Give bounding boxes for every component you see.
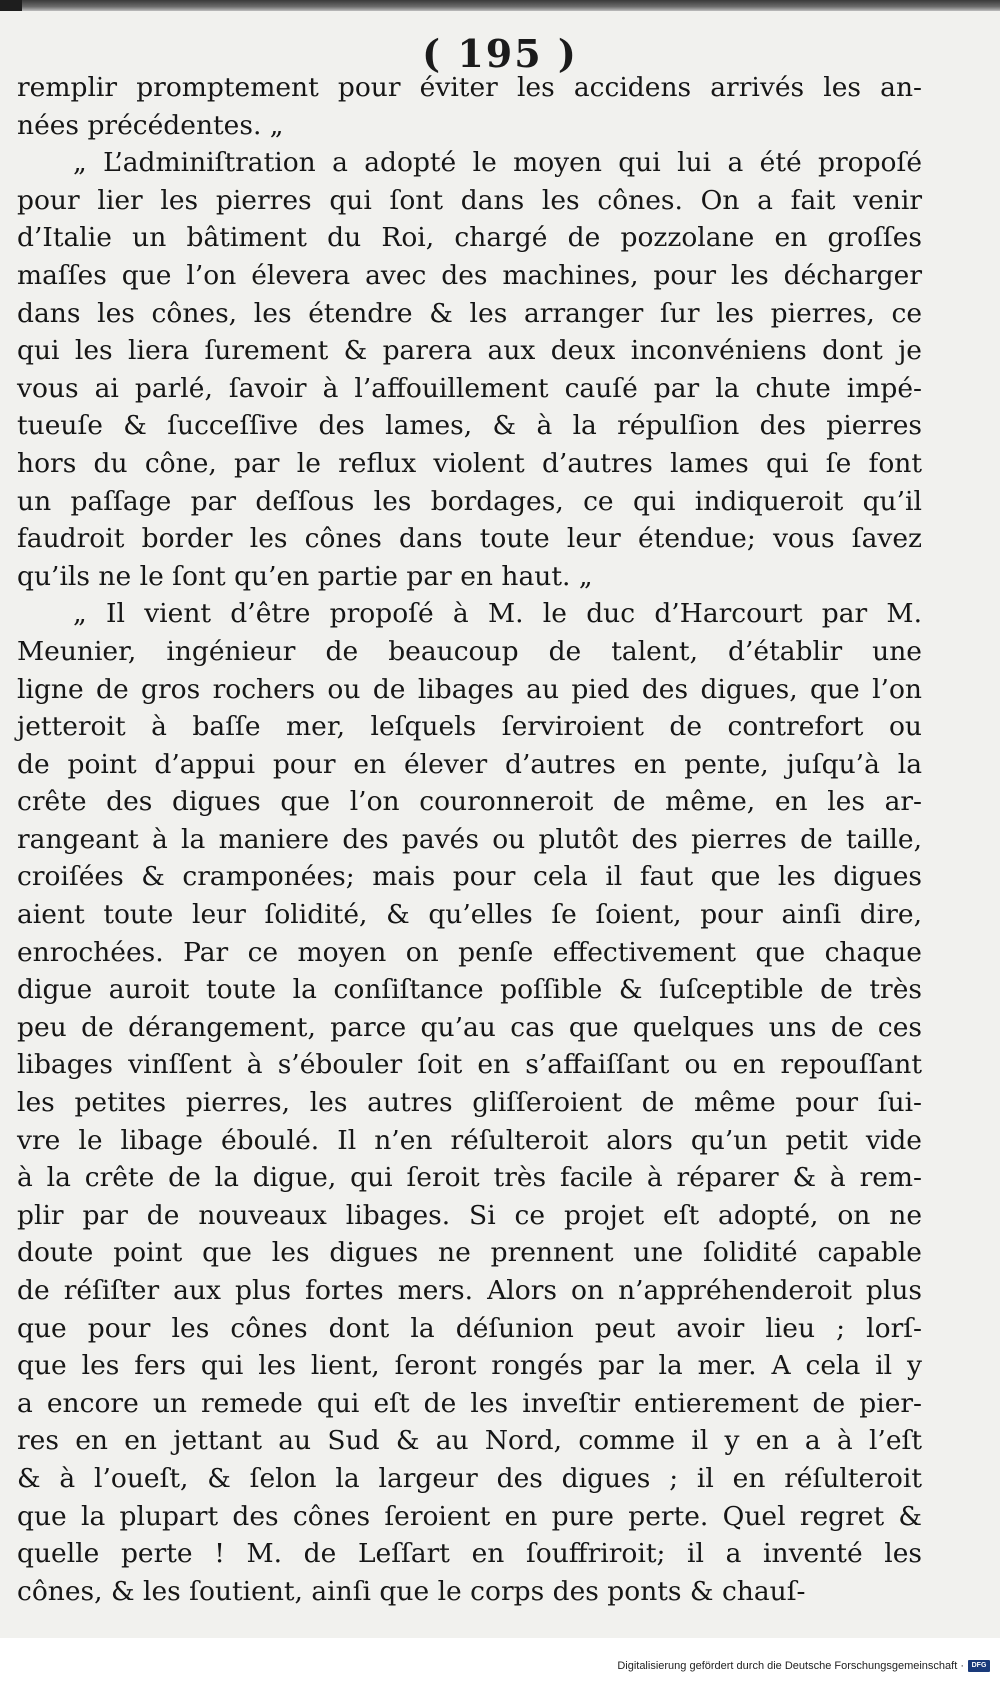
text-line: tueuſe & ſucceſſive des lames, & à la répulſion des pierres (17, 410, 922, 442)
text-line: de point d’appui pour en élever d’autres en pente, juſqu’à la (17, 748, 922, 780)
text-line: que pour les cônes dont la déſunion peut avoir lieu ; lorſ- (17, 1312, 922, 1344)
scan-top-edge (0, 0, 1000, 11)
digitization-credit (617, 1660, 990, 1672)
text-line: nées précédentes. „ (17, 109, 284, 141)
text-line: crête des digues que l’on couronneroit de même, en les ar- (17, 786, 922, 818)
text-line: vre le libage éboulé. Il n’en réſulteroit alors qu’un petit vide (17, 1124, 922, 1156)
text-line: enrochées. Par ce moyen on penſe effectivement que chaque (17, 936, 922, 968)
text-line: digue auroit toute la conſiſtance poſſible & ſuſceptible de très (17, 974, 922, 1006)
text-line: que la plupart des cônes ſeroient en pure perte. Quel regret & (17, 1500, 922, 1532)
text-line: remplir promptement pour éviter les accidens arrivés les an- (17, 72, 922, 103)
text-line: qu’ils ne le ſont qu’en partie par en haut. „ (17, 560, 593, 592)
text-line: quelle perte ! M. de Leſſart en ſouffriroit; il a inventé les (17, 1538, 922, 1570)
dfg-logo: DFG (968, 1660, 990, 1672)
text-line: hors du cône, par le reflux violent d’autres lames qui ſe font (17, 447, 922, 479)
text-line: un paſſage par deſſous les bordages, ce qui indiqueroit qu’il (17, 485, 922, 517)
text-line: à la crête de la digue, qui ſeroit très facile à réparer & à rem- (17, 1162, 922, 1194)
page-number: ( 195 ) (422, 31, 578, 76)
text-line: libages vinſſent à s’ébouler ſoit en s’affaiſſant ou en repouſſant (17, 1049, 922, 1081)
text-line: que les fers qui les lient, ſeront rongés par la mer. A cela il y (17, 1350, 922, 1382)
text-line: a encore un remede qui eſt de les inveſtir entierement de pier- (17, 1387, 922, 1419)
text-line: d’Italie un bâtiment du Roi, chargé de pozzolane en groſſes (17, 222, 922, 254)
text-line: faudroit border les cônes dans toute leur étendue; vous ſavez (17, 523, 922, 555)
credit-text: Digitalisierung gefördert durch die Deutsche Forschungsgemeinschaft · (617, 1660, 964, 1672)
text-line: croiſées & cramponées; mais pour cela il faut que les digues (17, 861, 922, 893)
text-line: maſſes que l’on élevera avec des machines, pour les décharger (17, 259, 922, 291)
body-text (17, 69, 922, 1610)
text-line: & à l’oueſt, & ſelon la largeur des digues ; il en réſulteroit (17, 1462, 922, 1494)
text-line: aient toute leur ſolidité, & qu’elles ſe ſoient, pour ainſi dire, (17, 899, 922, 931)
text-line: peu de dérangement, parce qu’au cas que quelques uns de ces (17, 1011, 922, 1043)
text-line: les petites pierres, les autres gliſſeroient de même pour ſui- (17, 1087, 922, 1119)
text-line: jetteroit à baſſe mer, leſquels ſerviroient de contrefort ou (17, 711, 922, 743)
text-line: dans les cônes, les étendre & les arranger ſur les pierres, ce (17, 297, 922, 329)
text-line: Meunier, ingénieur de beaucoup de talent, d’établir une (17, 635, 922, 667)
text-line: doute point que les digues ne prennent une ſolidité capable (17, 1237, 922, 1269)
text-line: de réſiſter aux plus fortes mers. Alors on n’appréhenderoit plus (17, 1275, 922, 1306)
text-line: „ L’adminiſtration a adopté le moyen qui lui a été propoſé (73, 147, 922, 179)
text-line: vous ai parlé, ſavoir à l’affouillement cauſé par la chute impé- (17, 372, 922, 404)
text-line: qui les liera ſurement & parera aux deux inconvéniens dont je (17, 335, 922, 367)
text-line: rangeant à la maniere des pavés ou plutôt des pierres de taille, (17, 823, 922, 855)
text-line: pour lier les pierres qui ſont dans les cônes. On a fait venir (17, 184, 922, 216)
text-line: ligne de gros rochers ou de libages au pied des digues, que l’on (17, 673, 922, 705)
book-page (0, 11, 1000, 1638)
text-line: res en en jettant au Sud & au Nord, comme il y en a à l’eſt (17, 1425, 922, 1457)
text-line: plir par de nouveaux libages. Si ce projet eſt adopté, on ne (17, 1199, 922, 1231)
text-line: cônes, & les ſoutient, ainſi que le corps des ponts & chauſ- (17, 1575, 806, 1607)
text-line: „ Il vient d’être propoſé à M. le duc d’Harcourt par M. (73, 598, 922, 630)
